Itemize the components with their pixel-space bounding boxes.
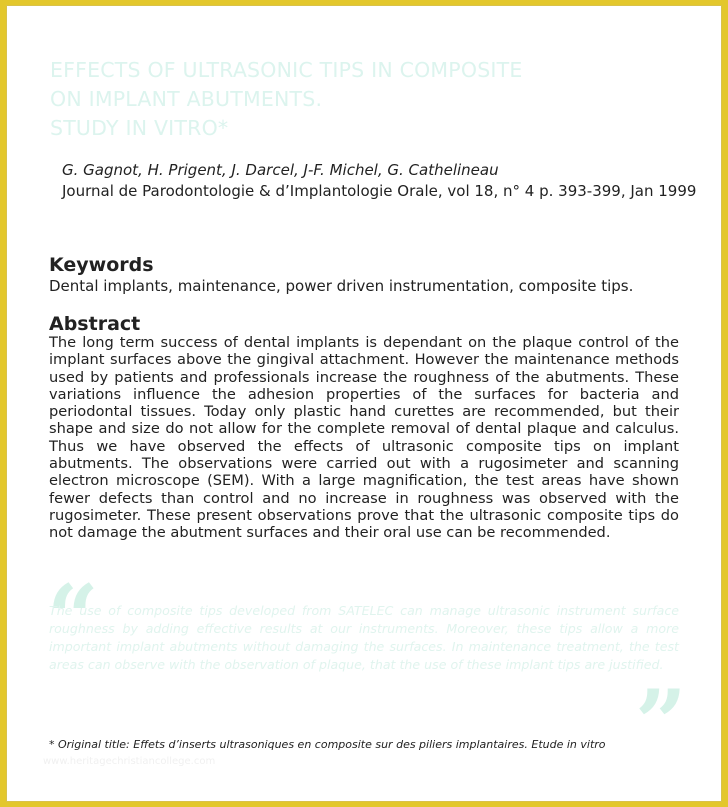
document-page — [6, 5, 722, 802]
close-quote-icon: ” — [635, 670, 687, 776]
title-line-2: ON IMPLANT ABUTMENTS. — [50, 87, 323, 111]
keywords-text: Dental implants, maintenance, power driven instrumentation, composite tips. — [49, 277, 634, 295]
article-title — [50, 56, 523, 143]
footnote: * Original title: Effets d’inserts ultrasoniques en composite sur des piliers implantaires. Etude in vitro — [49, 738, 606, 751]
title-line-3: STUDY IN VITRO* — [50, 116, 229, 140]
title-line-1: EFFECTS OF ULTRASONIC TIPS IN COMPOSITE — [50, 58, 523, 82]
open-quote-icon: “ — [47, 565, 99, 671]
keywords-heading: Keywords — [49, 254, 154, 276]
journal-citation: Journal de Parodontologie & d’Implantologie Orale, vol 18, n° 4 p. 393-399, Jan 1999 — [62, 182, 697, 200]
abstract-text: The long term success of dental implants is dependant on the plaque control of the implant surfaces above the gingival attachment. However the maintenance methods used by patients and professionals increase the roughness of the abutments. These variations influence the adhesion properties of the surfaces for bacteria and periodontal tissues. Today only plastic hand curettes are recommended, but their shape and size do not allow for the complete removal of dental plaque and calculus. Thus we have observed the effects of ultrasonic composite tips on implant abutments. The observations were carried out with a rugosimeter and scanning electron microscope (SEM). With a large magnification, the test areas have shown fewer defects than control and no increase in roughness was observed with the rugosimeter. These present observations prove that the ultrasonic composite tips do not damage the abutment surfaces and their oral use can be recommended. — [49, 334, 679, 542]
watermark: www.heritagechristiancollege.com — [43, 756, 216, 767]
pull-quote-text: The use of composite tips developed from SATELEC can manage ultrasonic instrument surface roughness by adding effective results at our instruments. Moreover, these tips allow a more important implant abutments without damaging the surfaces. In maintenance treatment, the test areas can observe with the observation of plaque, that the use of these implant tips are justified. — [49, 603, 679, 672]
abstract-heading: Abstract — [49, 313, 141, 335]
authors: G. Gagnot, H. Prigent, J. Darcel, J-F. Michel, G. Cathelineau — [62, 161, 499, 179]
